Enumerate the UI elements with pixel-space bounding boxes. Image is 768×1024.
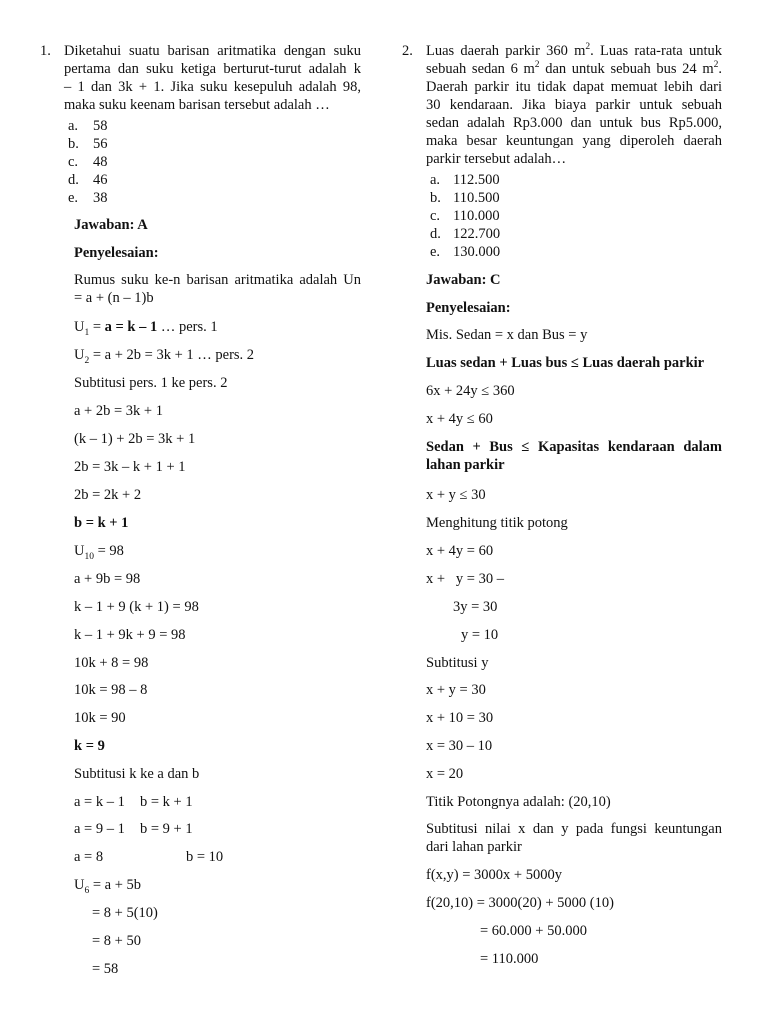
- solution-step: 2b = 3k – k + 1 + 1: [74, 459, 186, 475]
- option-value: 48: [93, 154, 108, 170]
- a-value-step: a = k – 1: [74, 794, 125, 810]
- option-letter: a.: [430, 172, 441, 188]
- area-constraint-heading: Luas sedan + Luas bus ≤ Luas daerah parkir: [426, 355, 705, 371]
- question-stem-line: maka besar keuntungan yang diperoleh daerah: [426, 133, 722, 149]
- solution-step: 10k = 98 – 8: [74, 682, 148, 698]
- substitution-step: x + y = 30: [426, 682, 486, 698]
- option-letter: c.: [68, 154, 79, 170]
- formula-rule-line: = a + (n – 1)b: [74, 290, 154, 306]
- inequality: x + 4y ≤ 60: [426, 411, 493, 427]
- b-result: b = k + 1: [74, 515, 129, 531]
- option-letter: d.: [430, 226, 441, 242]
- solution-step: k – 1 + 9 (k + 1) = 98: [74, 599, 199, 615]
- equation-u1: $U_1 = a = k - 1$ … pers. 1: [74, 319, 218, 338]
- final-calc-step: = 58: [92, 961, 119, 977]
- elimination-step: x + 4y = 60: [426, 543, 494, 559]
- capacity-constraint-heading: lahan parkir: [426, 457, 505, 473]
- solution-step: a + 2b = 3k + 1: [74, 403, 163, 419]
- question-stem-line: sedan adalah Rp3.000 dan untuk bus Rp5.000,: [426, 115, 722, 131]
- final-calc-step: = 8 + 50: [92, 933, 141, 949]
- profit-evaluation: f(20,10) = 3000(20) + 5000 (10): [426, 895, 614, 911]
- elimination-step: y = 10: [461, 627, 499, 643]
- question-stem-line: Daerah parkir itu tidak dapat memuat lebih dari: [426, 79, 722, 95]
- option-value: 56: [93, 136, 108, 152]
- a-value-step: a = 9 – 1: [74, 821, 125, 837]
- question-stem-line: Luas daerah parkir 360 $m^2$. Luas rata-rata untuk: [426, 42, 722, 59]
- option-letter: e.: [68, 190, 79, 206]
- intersection-heading: Menghitung titik potong: [426, 515, 568, 531]
- option-letter: d.: [68, 172, 79, 188]
- equation-u10: $U_{10} = 98$: [74, 543, 124, 562]
- final-calc-step: = 8 + 5(10): [92, 905, 158, 921]
- b-value-step: b = 9 + 1: [140, 821, 193, 837]
- inequality: 6x + 24y ≤ 360: [426, 383, 515, 399]
- substitution-heading: Subtitusi y: [426, 655, 489, 671]
- question-stem-line: 30 kendaraan. Jika biaya parkir untuk sebuah: [426, 97, 722, 113]
- answer-label: Jawaban: C: [426, 272, 501, 288]
- solution-step: 10k + 8 = 98: [74, 655, 149, 671]
- solution-step: 2b = 2k + 2: [74, 487, 142, 503]
- inequality: x + y ≤ 30: [426, 487, 486, 503]
- profit-result: = 110.000: [480, 951, 539, 967]
- option-letter: b.: [430, 190, 441, 206]
- solution-heading: Penyelesaian:: [74, 245, 159, 261]
- substitution-step: x = 20: [426, 766, 464, 782]
- option-value: 38: [93, 190, 108, 206]
- option-value: 130.000: [453, 244, 501, 260]
- solution-step: k – 1 + 9k + 9 = 98: [74, 627, 186, 643]
- option-value: 58: [93, 118, 108, 134]
- b-value-step: b = 10: [186, 849, 224, 865]
- option-value: 46: [93, 172, 108, 188]
- elimination-step: x + y = 30 –: [426, 571, 504, 587]
- question-stem-line: Diketahui suatu barisan aritmatika dengan suku: [64, 43, 361, 59]
- intersection-point: Titik Potongnya adalah: (20,10): [426, 794, 611, 810]
- substitution-step: x + 10 = 30: [426, 710, 494, 726]
- option-value: 110.000: [453, 208, 500, 224]
- solution-step: Subtitusi pers. 1 ke pers. 2: [74, 375, 228, 391]
- solution-step: a + 9b = 98: [74, 571, 141, 587]
- b-value-step: b = k + 1: [140, 794, 193, 810]
- substitution-step: x = 30 – 10: [426, 738, 493, 754]
- question-stem-line: sebuah sedan 6 $m^2$ dan untuk sebuah bus 24 $m^2$.: [426, 60, 722, 77]
- question-stem-line: maka suku keenam barisan tersebut adalah …: [64, 97, 330, 113]
- option-letter: c.: [430, 208, 441, 224]
- profit-calc-step: = 60.000 + 50.000: [480, 923, 587, 939]
- question-number: 1.: [40, 43, 51, 59]
- option-letter: b.: [68, 136, 79, 152]
- profit-function: f(x,y) = 3000x + 5000y: [426, 867, 562, 883]
- formula-rule-line: Rumus suku ke-n barisan aritmatika adalah Un: [74, 272, 361, 288]
- answer-label: Jawaban: A: [74, 217, 148, 233]
- substitution-heading: Subtitusi k ke a dan b: [74, 766, 200, 782]
- option-value: 110.500: [453, 190, 500, 206]
- k-result: k = 9: [74, 738, 105, 754]
- option-value: 112.500: [453, 172, 500, 188]
- profit-heading: Subtitusi nilai x dan y pada fungsi keuntungan: [426, 821, 722, 837]
- question-stem-line: parkir tersebut adalah…: [426, 151, 567, 167]
- profit-heading: dari lahan parkir: [426, 839, 522, 855]
- equation-u6: $U_6 = a + 5b$: [74, 877, 142, 896]
- solution-step: (k – 1) + 2b = 3k + 1: [74, 431, 196, 447]
- option-letter: a.: [68, 118, 79, 134]
- solution-heading: Penyelesaian:: [426, 300, 511, 316]
- question-stem-line: pertama dan suku ketiga berturut-turut adalah k: [64, 61, 361, 77]
- option-letter: e.: [430, 244, 441, 260]
- solution-step: 10k = 90: [74, 710, 126, 726]
- capacity-constraint-heading: Sedan + Bus ≤ Kapasitas kendaraan dalam: [426, 439, 722, 455]
- question-stem-line: – 1 dan 3k + 1. Jika suku kesepuluh adalah 98,: [64, 79, 361, 95]
- option-value: 122.700: [453, 226, 501, 242]
- elimination-step: 3y = 30: [453, 599, 498, 615]
- a-value-step: a = 8: [74, 849, 104, 865]
- variable-definition: Mis. Sedan = x dan Bus = y: [426, 327, 588, 343]
- question-number: 2.: [402, 43, 413, 59]
- equation-u2: $U_2 = a + 2b = 3k + 1$ … pers. 2: [74, 347, 255, 366]
